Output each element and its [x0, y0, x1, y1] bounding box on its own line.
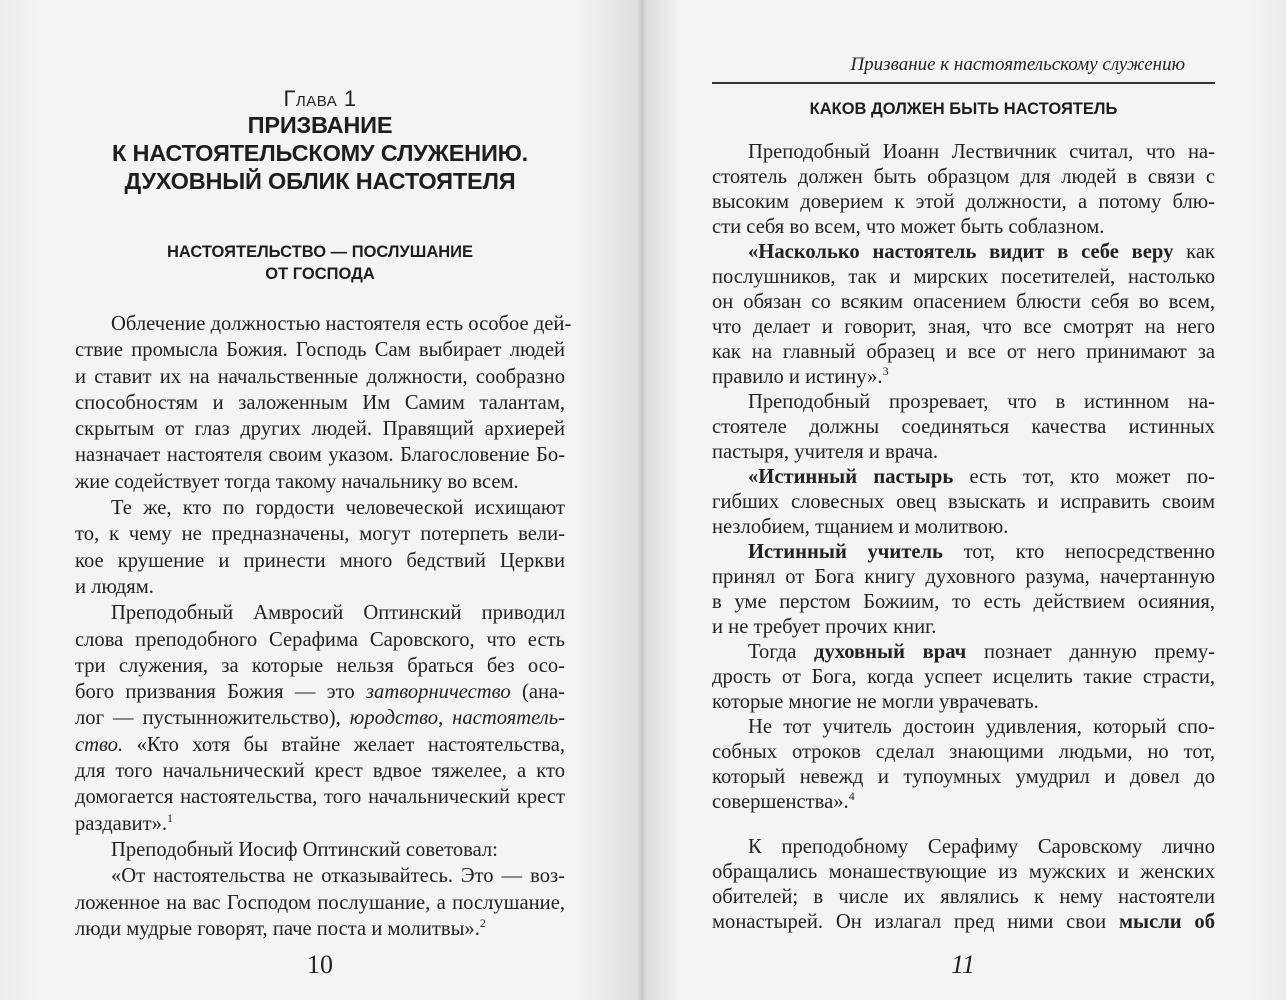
text-line — [75, 416, 565, 442]
text: он обязан со всяким опасением блюсти себя во всем, — [712, 291, 1215, 313]
text: «От настоятельства не отказывайтесь. Это — воз- — [111, 865, 565, 888]
page-number-right: 11 — [950, 950, 976, 979]
text: гибших словесных овец взыскать и исправить своим — [712, 491, 1215, 513]
text-line — [712, 465, 1215, 490]
paragraph — [712, 540, 1215, 640]
paragraph — [75, 311, 572, 495]
text-line — [712, 290, 1215, 315]
bold-text: духовный врач — [814, 641, 967, 663]
text-line — [75, 863, 565, 889]
text-line — [75, 495, 565, 521]
book-gutter — [636, 0, 648, 1000]
text-line — [712, 490, 1215, 515]
text-line — [712, 715, 1215, 740]
footnote-ref: 4 — [848, 789, 855, 803]
paragraph — [712, 240, 1215, 390]
text: стоятель должен быть образцом для людей в связи с — [712, 166, 1215, 188]
text-line — [75, 390, 565, 416]
text-line — [75, 442, 565, 468]
text: Не тот учитель достоин удивления, который спо- — [748, 716, 1215, 738]
text-line — [75, 364, 565, 390]
text: Преподобный Иосиф Оптинский советовал: — [111, 838, 498, 861]
text-line — [712, 365, 1215, 390]
text: высоким доверием к этой должности, а потому блю- — [712, 191, 1215, 213]
text-line — [712, 740, 1215, 765]
text-line — [75, 705, 565, 731]
text-line — [712, 590, 1215, 615]
paragraph — [712, 640, 1215, 715]
text: правило и истину». — [712, 366, 883, 388]
text: ствие промысла Божия. Господь Сам выбирает людей — [75, 339, 565, 362]
text: пастыря, учителя и врача. — [712, 441, 939, 463]
text: люди мудрые говорят, паче поста и молитвы». — [75, 917, 480, 940]
section-title: КАКОВ ДОЛЖЕН БЫТЬ НАСТОЯТЕЛЬ — [809, 100, 1118, 118]
text-line — [712, 165, 1215, 190]
text-line — [712, 140, 1215, 165]
text-line — [712, 665, 1215, 690]
text: скрытым от глаз других людей. Правящий архиерей — [75, 418, 565, 441]
paragraph — [712, 140, 1215, 240]
text: Преподобный прозревает, что в истинном на- — [748, 391, 1215, 413]
text: кое крушение и принести много бедствий Церкви — [75, 549, 565, 572]
bold-text: «Насколько настоятель видит в себе веру — [748, 241, 1174, 263]
text-line — [75, 574, 565, 600]
italic-text: затворничество — [366, 681, 511, 704]
text-line — [712, 790, 1215, 815]
footnote-ref: 2 — [479, 915, 486, 930]
text-line — [75, 521, 565, 547]
right-page-body — [712, 140, 1215, 935]
text: что делает и говорит, зная, что все смотрят на него — [712, 316, 1215, 338]
text: раздавит». — [75, 812, 168, 835]
text-line — [75, 890, 565, 916]
text: слова преподобного Серафима Саровского, что есть — [75, 628, 565, 651]
paragraph — [75, 495, 565, 600]
text: Облечение должностью настоятеля есть особое дей- — [111, 313, 572, 335]
paragraph — [75, 600, 565, 837]
text: тот, кто непосредственно — [942, 541, 1215, 563]
text-line — [75, 758, 565, 784]
text-line — [75, 837, 565, 863]
text: Преподобный Иоанн Лествичник считал, что на- — [748, 141, 1215, 163]
text: жие содействует тогда такому начальнику во всем. — [75, 470, 519, 493]
paragraph — [712, 835, 1215, 935]
text-line — [712, 315, 1215, 340]
text: К преподобному Серафиму Саровскому лично — [748, 836, 1215, 858]
paragraph — [75, 863, 565, 942]
text-line — [712, 910, 1215, 935]
running-head: Призвание к настоятельскому служению — [850, 54, 1185, 75]
text-line — [712, 765, 1215, 790]
text-line — [712, 690, 1215, 715]
italic-text: ство. — [75, 733, 124, 756]
text: домогается настоятельства, того начальнический крест — [75, 786, 565, 809]
text: способностям и заложенным Им Самим талантам, — [75, 391, 565, 414]
text: назначает настоятеля своим указом. Благословение Бо- — [75, 444, 565, 467]
text: как — [1173, 241, 1215, 263]
text-line — [75, 337, 565, 363]
bold-text: мысли об — [1118, 911, 1215, 933]
page-number-left: 10 — [307, 950, 333, 979]
text: есть тот, кто может по- — [953, 466, 1215, 488]
text: «Кто хотя бы втайне желает настоятельства, — [123, 733, 565, 756]
text-line — [75, 548, 565, 574]
text: ложенное на вас Господом послушание, а послушание, — [75, 891, 565, 914]
text: собных отроков сделал знающими людьми, но тот, — [712, 741, 1215, 763]
text-line — [75, 627, 565, 653]
text: и людям. — [75, 575, 154, 598]
text: то, к чему не предназначены, могут потерпеть вели- — [75, 523, 565, 546]
text-line — [712, 190, 1215, 215]
italic-text: юродство, настоятель- — [349, 707, 566, 730]
section-title-line: ОТ ГОСПОДА — [265, 265, 375, 283]
text-line — [712, 540, 1215, 565]
text-line — [75, 916, 565, 942]
text: принял от Бога книгу духовного разума, начертанную — [712, 566, 1215, 588]
paragraph — [75, 837, 565, 863]
text-line — [712, 565, 1215, 590]
text: и не требует прочих книг. — [712, 616, 937, 638]
text-line — [712, 415, 1215, 440]
text-line — [75, 600, 565, 626]
footnote-ref: 1 — [167, 810, 174, 825]
text: бого призвания Божия — это — [75, 681, 366, 704]
text: Те же, кто по гордости человеческой исхищают — [111, 497, 565, 520]
bold-text: «Истинный пастырь — [748, 466, 954, 488]
text: незлобием, тщанием и молитвою. — [712, 516, 1009, 538]
chapter-title-line: ДУХОВНЫЙ ОБЛИК НАСТОЯТЕЛЯ — [124, 168, 516, 194]
text: стоятеле должны соединяться качества истинных — [712, 416, 1215, 438]
text: познает данную прему- — [966, 641, 1216, 663]
text: для того начальнический крест вдвое тяжелее, а кто — [75, 760, 565, 783]
text-line — [712, 240, 1215, 265]
paragraph — [712, 715, 1215, 815]
text-line — [75, 311, 572, 337]
text-line — [75, 732, 565, 758]
text: монастырей. Он излагал пред ними свои — [712, 911, 1119, 933]
text: Тогда — [748, 641, 815, 663]
left-page-body — [75, 311, 572, 942]
text-line — [712, 515, 1215, 540]
paragraph — [712, 390, 1215, 465]
text: в уме перстом Божиим, то есть действием осияния, — [712, 591, 1215, 613]
text: лог — пустынножительство), — [75, 707, 350, 730]
text-line — [712, 640, 1215, 665]
paragraph — [712, 465, 1215, 540]
text: (ана- — [510, 681, 565, 704]
chapter-title-line: ПРИЗВАНИЕ — [247, 112, 393, 138]
text-line — [75, 469, 565, 495]
text-line — [712, 440, 1215, 465]
chapter-title-line: К НАСТОЯТЕЛЬСКОМУ СЛУЖЕНИЮ. — [111, 140, 529, 166]
text-line — [75, 679, 565, 705]
text-line — [712, 215, 1215, 240]
text: как на главный образец и все от него принимают за — [712, 341, 1215, 363]
text-line — [75, 653, 565, 679]
chapter-label: Глава 1 — [283, 86, 357, 111]
text: послушников, так и мирских посетителей, настолько — [712, 266, 1215, 288]
text: Преподобный Амвросий Оптинский приводил — [111, 602, 565, 625]
header-rule — [712, 82, 1215, 84]
text: обителей; в числе их являлись к нему настоятели — [712, 886, 1215, 908]
text-line — [712, 860, 1215, 885]
text: обращались монашествующие из мужских и женских — [712, 861, 1215, 883]
text: и ставит их на начальственные должности, сообразно — [75, 365, 565, 388]
text: дрость от Бога, когда успеет исцелить такие страсти, — [712, 666, 1215, 688]
text-line — [712, 340, 1215, 365]
text-line — [75, 784, 565, 810]
text-line — [712, 390, 1215, 415]
text: которые многие не могли уврачевать. — [712, 691, 1039, 713]
text: совершенства». — [712, 791, 849, 813]
text-line — [75, 811, 565, 837]
text: сти себя во всем, что может быть соблазном. — [712, 216, 1105, 238]
bold-text: Истинный учитель — [748, 541, 943, 563]
section-title-line: НАСТОЯТЕЛЬСТВО — ПОСЛУШАНИЕ — [166, 243, 474, 261]
text: который невежд и тупоумных умудрил и довел до — [712, 766, 1215, 788]
text-line — [712, 265, 1215, 290]
text: три служения, за которые нельзя браться без осо- — [75, 654, 565, 677]
text-line — [712, 615, 1215, 640]
text-line — [712, 835, 1215, 860]
footnote-ref: 3 — [882, 364, 889, 378]
text-line — [712, 885, 1215, 910]
